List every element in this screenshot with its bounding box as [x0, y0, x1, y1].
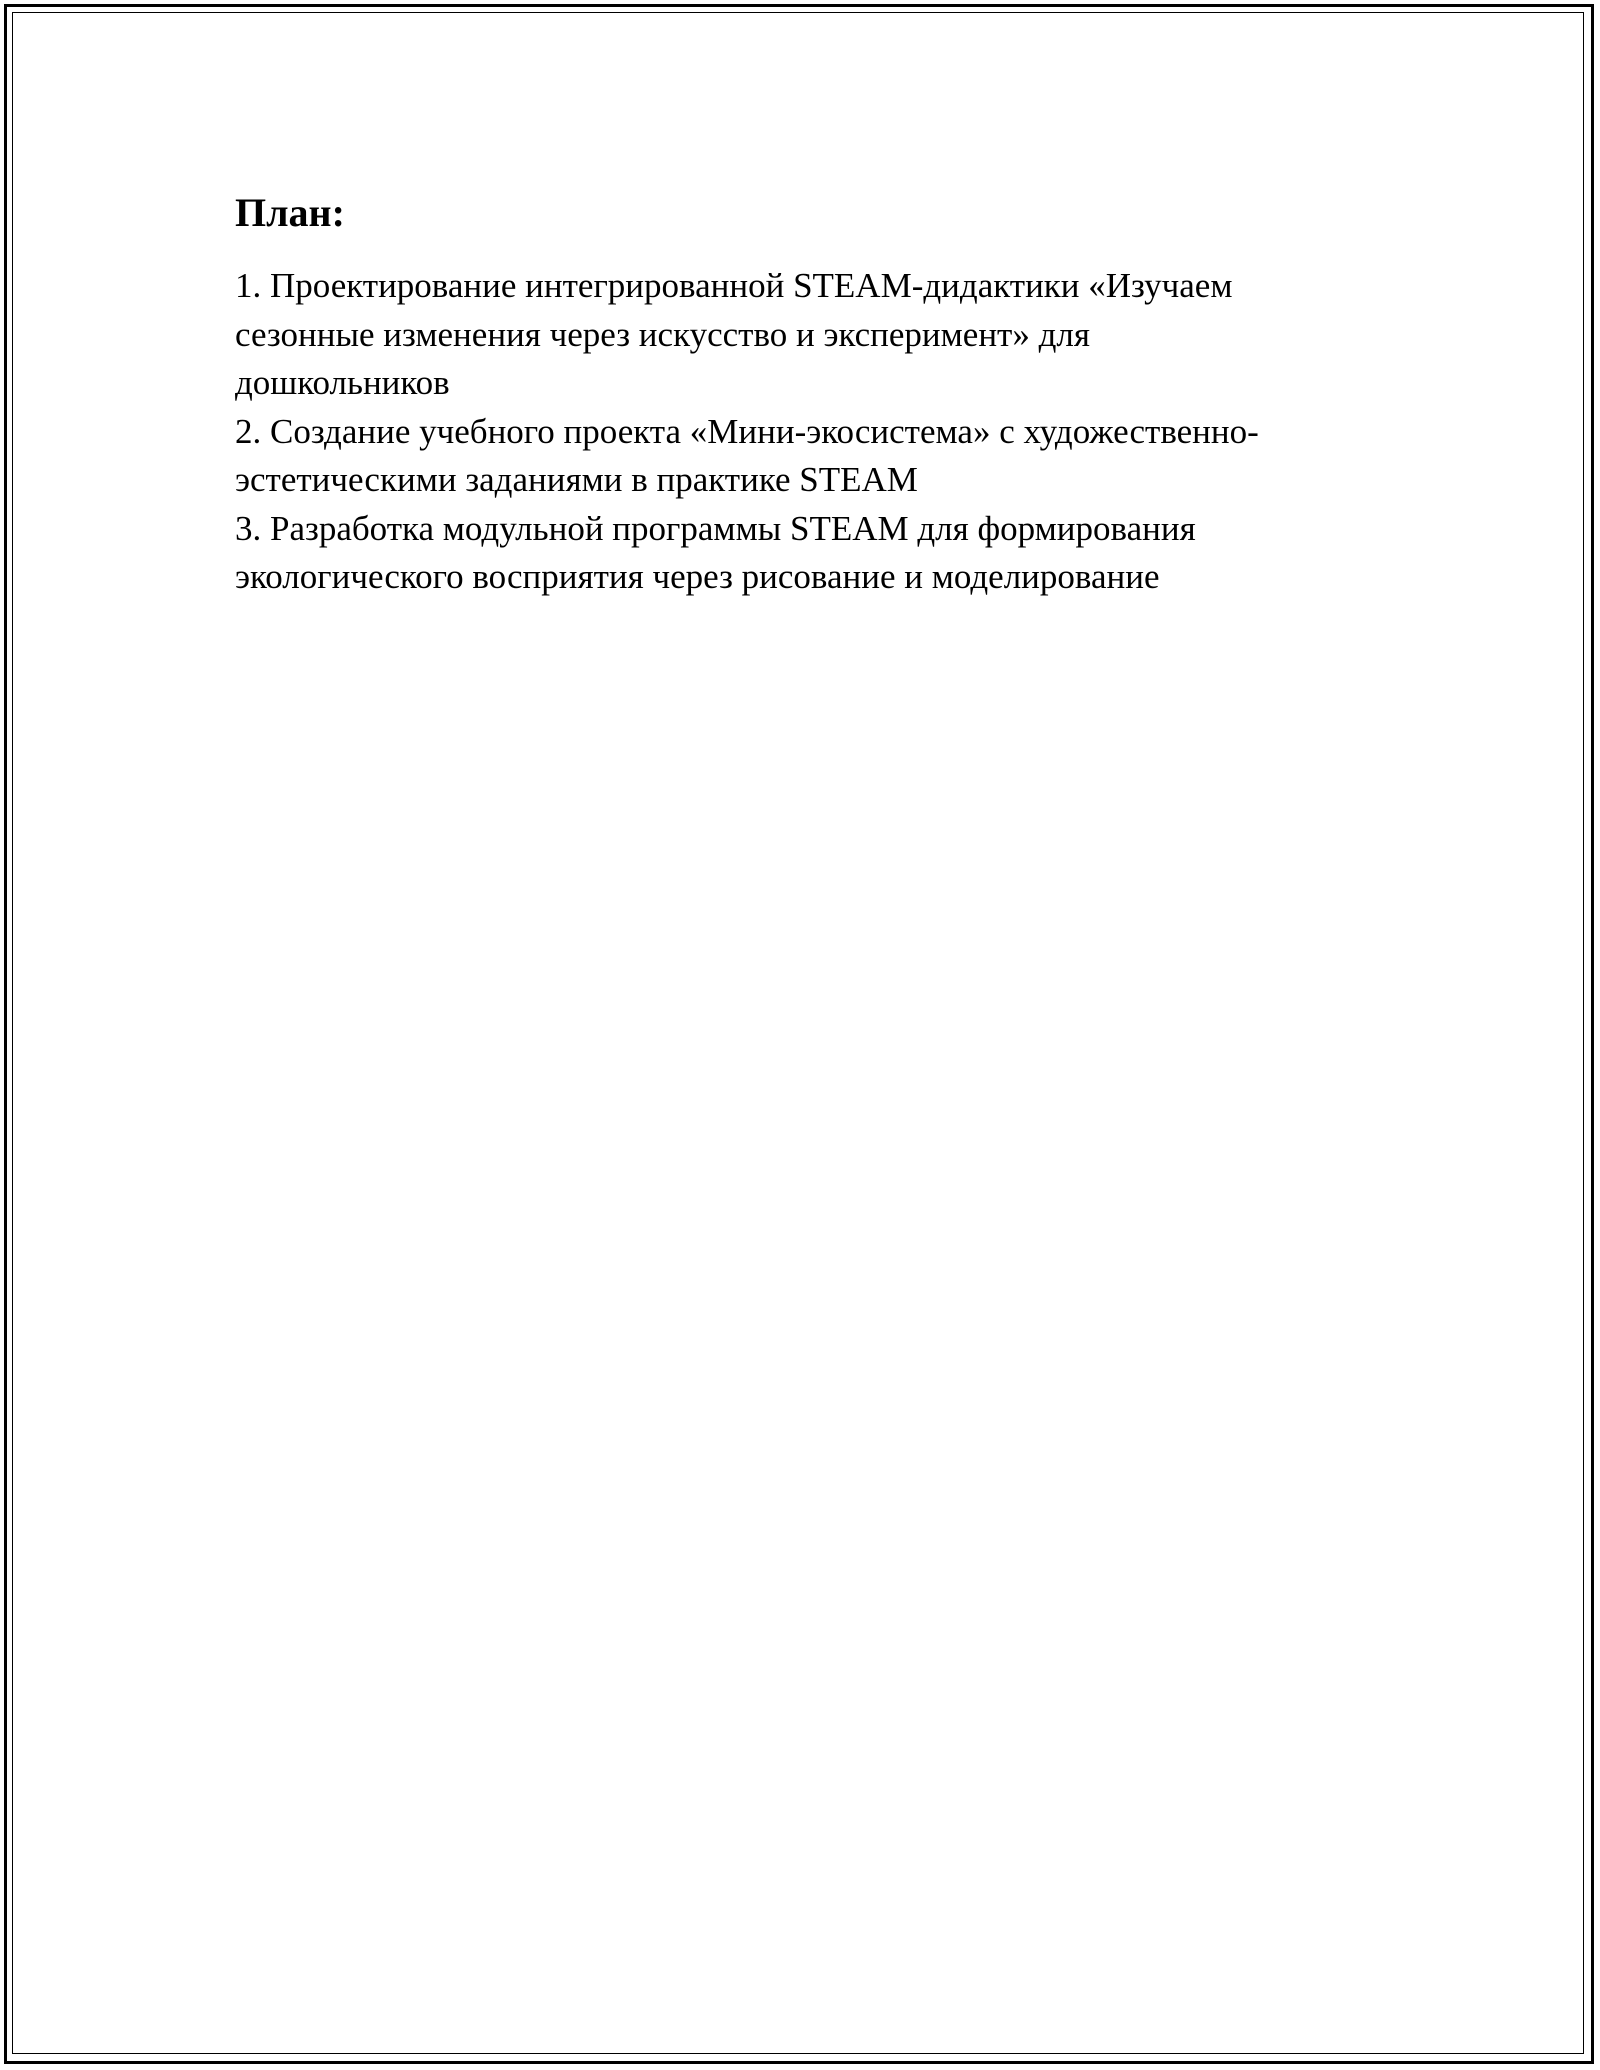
plan-line: 3. Разработка модульной программы STEAM для формирования [235, 508, 1196, 548]
plan-list [235, 262, 1365, 602]
plan-line: 1. Проектирование интегрированной STEAM-дидактики «Изучаем [235, 266, 1233, 305]
plan-line: сезонные изменения через искусство и эксперимент» для [235, 314, 1090, 354]
plan-line: экологического восприятия через рисование и моделирование [235, 557, 1160, 596]
plan-line: 2. Создание учебного проекта «Мини-экосистема» с художественно- [235, 411, 1259, 451]
page-content [235, 188, 1365, 602]
plan-line: эстетическими заданиями в практике STEAM [235, 460, 918, 499]
plan-line: дошкольников [235, 363, 450, 402]
plan-heading: План: [235, 190, 345, 235]
